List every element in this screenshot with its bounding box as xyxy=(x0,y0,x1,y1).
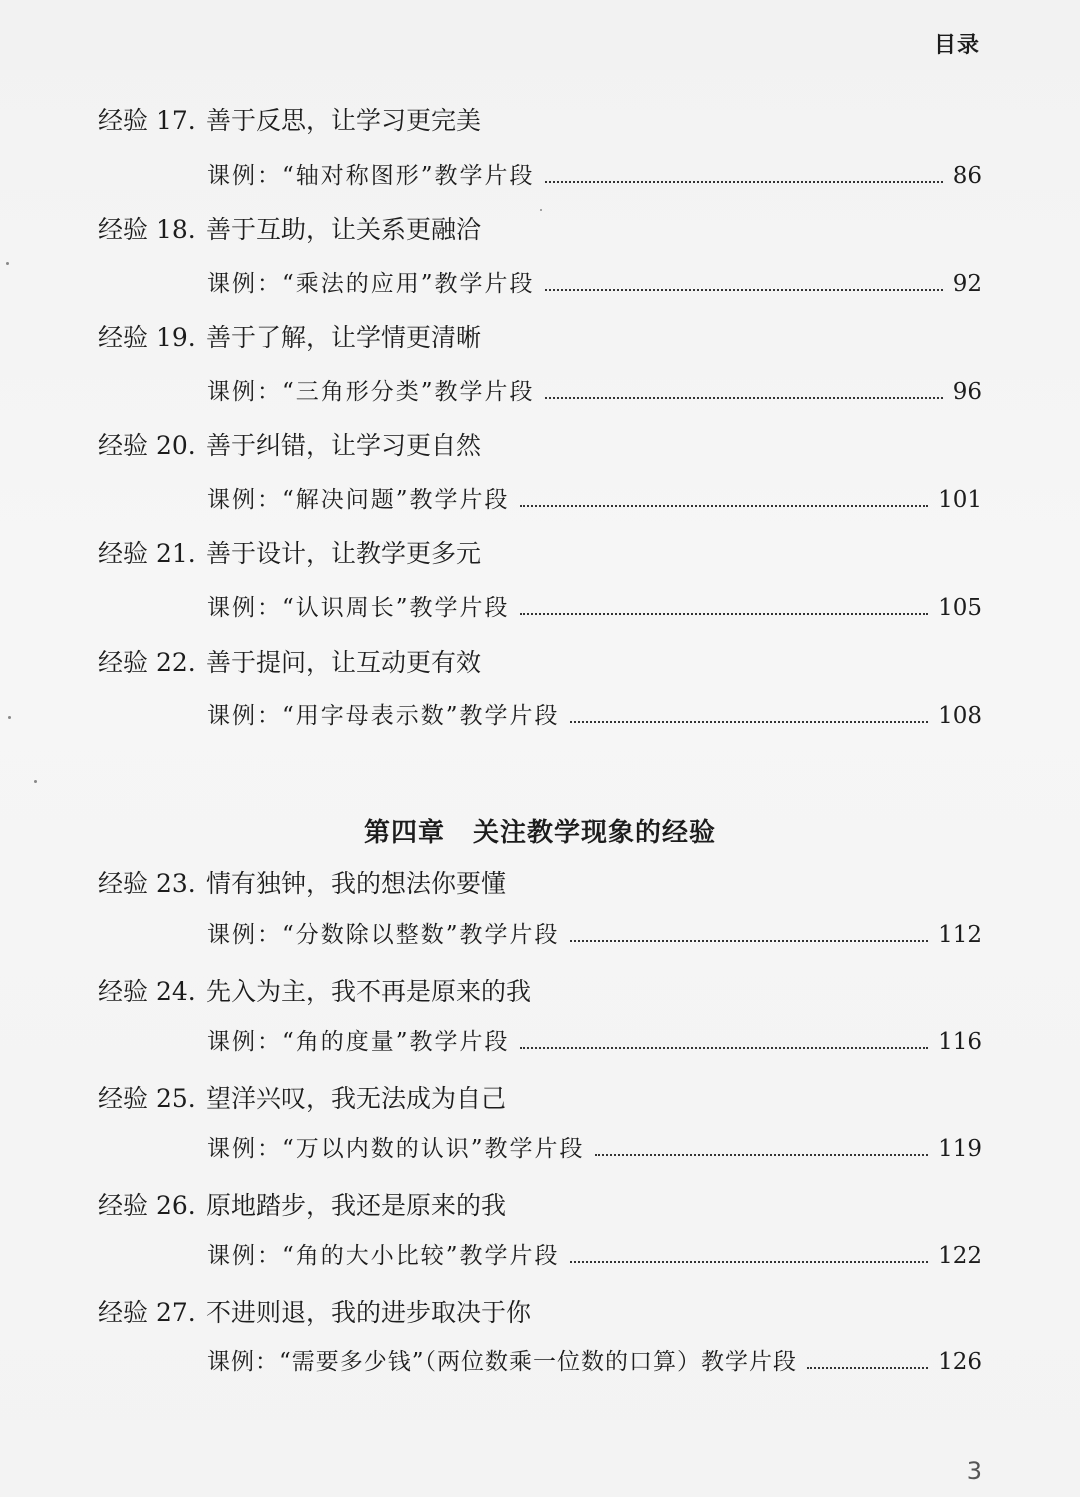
toc-lesson-line[interactable] xyxy=(207,1138,982,1161)
page-number: 86 xyxy=(952,163,982,189)
entry-title-text: 善于反思，让学习更完美 xyxy=(206,106,482,135)
page-number: 126 xyxy=(938,1349,982,1375)
toc-entry-title xyxy=(98,325,481,350)
scan-speck xyxy=(6,262,9,265)
dot-leader xyxy=(595,1154,929,1156)
entry-number: 经验 19. xyxy=(98,323,196,352)
page-number: 112 xyxy=(938,922,982,948)
entry-number: 经验 17. xyxy=(98,106,196,135)
lesson-text: 课例：“用字母表示数”教学片段 xyxy=(207,703,560,729)
page-number: 122 xyxy=(938,1243,982,1269)
entry-number: 经验 18. xyxy=(98,215,196,244)
entry-number: 经验 26. xyxy=(98,1191,196,1220)
entry-title-text: 善于纠错，让学习更自然 xyxy=(206,431,482,460)
lesson-text: 课例：“三角形分类”教学片段 xyxy=(207,379,535,405)
page-number: 105 xyxy=(938,595,982,621)
toc-entry-title xyxy=(98,650,481,675)
lesson-text: 课例：“认识周长”教学片段 xyxy=(207,595,510,621)
toc-lesson-line[interactable] xyxy=(207,489,982,512)
entry-number: 经验 25. xyxy=(98,1084,196,1113)
lesson-text: 课例：“乘法的应用”教学片段 xyxy=(207,271,535,297)
lesson-text: 课例：“角的度量”教学片段 xyxy=(207,1029,510,1055)
entry-title-text: 善于互助，让关系更融洽 xyxy=(206,215,482,244)
running-head: 目录 xyxy=(933,33,980,58)
page-folio: 3 xyxy=(966,1457,982,1485)
toc-lesson-line[interactable] xyxy=(207,597,982,620)
lesson-text: 课例：“万以内数的认识”教学片段 xyxy=(207,1136,585,1162)
dot-leader xyxy=(807,1367,928,1369)
dot-leader xyxy=(570,940,929,942)
dot-leader xyxy=(545,181,943,183)
entry-number: 经验 21. xyxy=(98,539,196,568)
entry-number: 经验 20. xyxy=(98,431,196,460)
entry-number: 经验 27. xyxy=(98,1298,196,1327)
toc-entry-title xyxy=(98,1300,531,1325)
page-number: 101 xyxy=(938,487,982,513)
lesson-text: 课例：“轴对称图形”教学片段 xyxy=(207,163,535,189)
toc-entry-title xyxy=(98,541,481,566)
lesson-text: 课例：“分数除以整数”教学片段 xyxy=(207,922,560,948)
toc-lesson-line[interactable] xyxy=(207,1351,982,1374)
lesson-text: 课例：“角的大小比较”教学片段 xyxy=(207,1243,560,1269)
chapter-title: 关注教学现象的经验 xyxy=(473,818,717,848)
scan-speck xyxy=(8,716,11,719)
toc-entry-title xyxy=(98,979,531,1004)
entry-title-text: 情有独钟，我的想法你要懂 xyxy=(206,869,507,898)
page-number: 96 xyxy=(952,379,982,405)
scan-speck xyxy=(34,780,37,783)
page-number: 119 xyxy=(938,1136,982,1162)
dot-leader xyxy=(570,721,929,723)
toc-entry-title xyxy=(98,433,481,458)
dot-leader xyxy=(520,613,929,615)
entry-title-text: 不进则退，我的进步取决于你 xyxy=(206,1298,532,1327)
entry-title-text: 善于了解，让学情更清晰 xyxy=(206,323,482,352)
toc-lesson-line[interactable] xyxy=(207,381,982,404)
toc-entry-title xyxy=(98,1086,506,1111)
lesson-text: 课例：“需要多少钱”（两位数乘一位数的口算）教学片段 xyxy=(207,1349,798,1375)
toc-entry-title xyxy=(98,217,481,242)
toc-lesson-line[interactable] xyxy=(207,165,982,188)
entry-number: 经验 22. xyxy=(98,648,196,677)
entry-title-text: 善于设计，让教学更多元 xyxy=(206,539,482,568)
page-number: 92 xyxy=(952,271,982,297)
dot-leader xyxy=(545,289,943,291)
lesson-text: 课例：“解决问题”教学片段 xyxy=(207,487,510,513)
scan-speck xyxy=(540,209,542,211)
toc-lesson-line[interactable] xyxy=(207,1031,982,1054)
dot-leader xyxy=(520,505,929,507)
toc-lesson-line[interactable] xyxy=(207,705,982,728)
toc-entry-title xyxy=(98,871,506,896)
toc-entry-title xyxy=(98,108,481,133)
toc-entry-title xyxy=(98,1193,506,1218)
dot-leader xyxy=(520,1047,929,1049)
chapter-label: 第四章 xyxy=(363,818,445,848)
dot-leader xyxy=(545,397,943,399)
entry-number: 经验 24. xyxy=(98,977,196,1006)
chapter-heading xyxy=(0,812,1080,849)
toc-lesson-line[interactable] xyxy=(207,1245,982,1268)
entry-title-text: 原地踏步，我还是原来的我 xyxy=(206,1191,507,1220)
toc-lesson-line[interactable] xyxy=(207,273,982,296)
dot-leader xyxy=(570,1261,929,1263)
page-number: 108 xyxy=(938,703,982,729)
page-number: 116 xyxy=(938,1029,982,1055)
entry-title-text: 善于提问，让互动更有效 xyxy=(206,648,482,677)
toc-lesson-line[interactable] xyxy=(207,924,982,947)
entry-number: 经验 23. xyxy=(98,869,196,898)
entry-title-text: 望洋兴叹，我无法成为自己 xyxy=(206,1084,507,1113)
entry-title-text: 先入为主，我不再是原来的我 xyxy=(206,977,532,1006)
